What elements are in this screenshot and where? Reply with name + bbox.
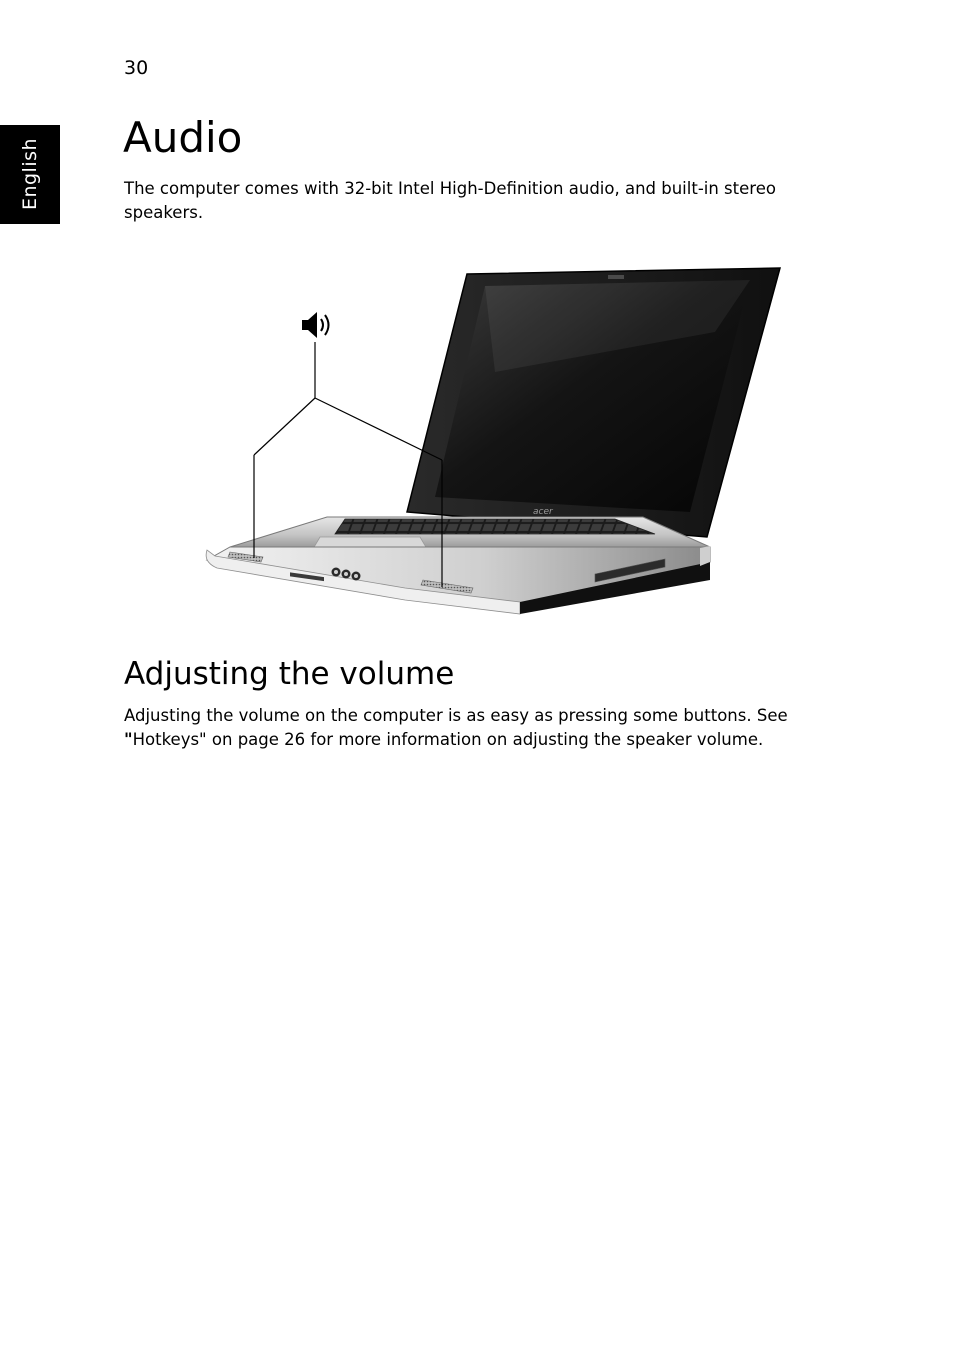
brand-logo: acer xyxy=(533,507,553,517)
body-text-end: for more information on adjusting the speaker volume. xyxy=(305,730,764,749)
page-title: Audio xyxy=(123,113,243,162)
page-number: 30 xyxy=(124,57,149,79)
speaker-icon xyxy=(302,312,329,338)
body-text-start: Adjusting the volume on the computer is as easy as pressing some buttons. See xyxy=(124,706,788,725)
laptop-lid xyxy=(407,268,780,537)
xref-quote-mark: " xyxy=(124,730,133,749)
hotkeys-cross-reference-link[interactable]: Hotkeys" on page 26 xyxy=(132,730,306,749)
section-title-adjusting-volume: Adjusting the volume xyxy=(124,656,455,692)
audio-intro-paragraph: The computer comes with 32-bit Intel High-Definition audio, and built-in stereo speakers. xyxy=(124,179,776,222)
language-tab xyxy=(0,125,60,224)
adjusting-volume-paragraph xyxy=(124,704,844,752)
laptop-base xyxy=(206,517,710,614)
laptop-speaker-illustration xyxy=(195,262,785,627)
language-tab-label: English xyxy=(19,137,41,211)
